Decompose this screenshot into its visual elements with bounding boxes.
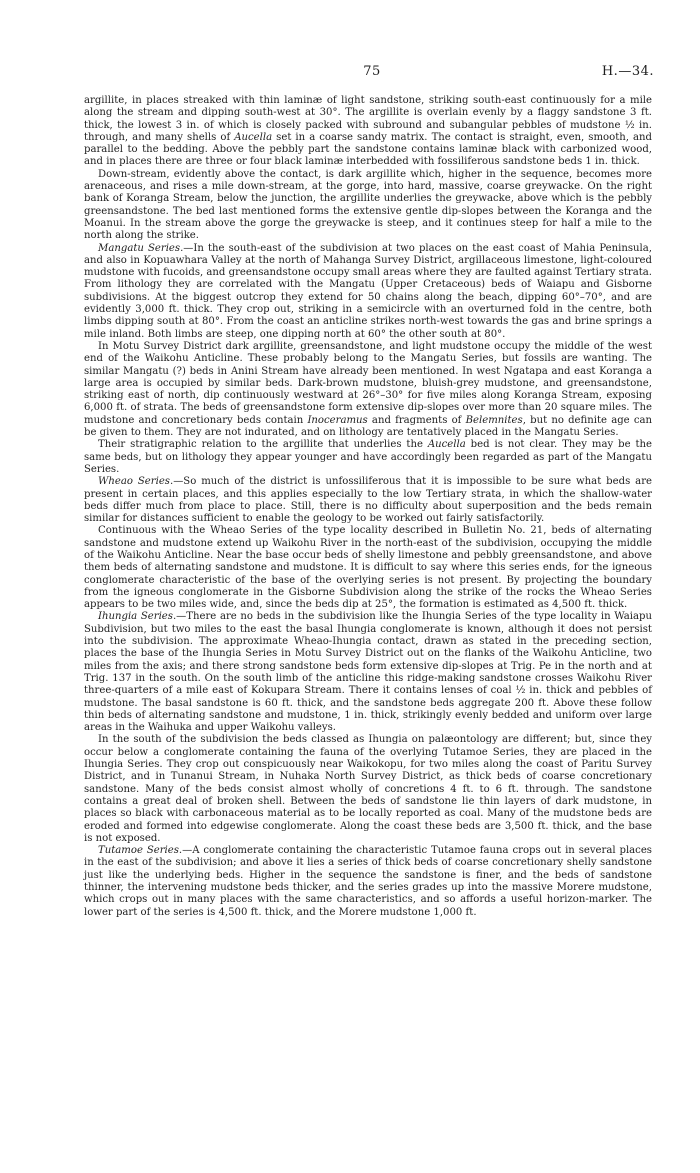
paragraph-text: —A conglomerate containing the characteristic Tutamoe fauna crops out in several places in the east of the subdivision; and above it lies a series of thick beds of coarse concretionary shelly sandstone just like the underlying beds. Higher in the sequence the sandstone is finer, and the beds of sandstone thinner, the intervening mudstone beds thicker, and the series grades up into the massive Morere mudstone, which crops out in many places with the same characteristics, and so affords a useful horizon-marker. The lower part of the series is 4,500 ft. thick, and the Morere mudstone 1,000 ft.: [84, 845, 652, 918]
section-heading-ihungia-series: Ihungia Series.: [98, 611, 177, 623]
paragraph-text: —There are no beds in the subdivision like the Ihungia Series of the type locality in Waiapu Subdivision, but two miles to the east the basal Ihungia conglomerate is known, although it does not persist into the subdivision. The approximate Wheao-Ihungia contact, drawn as stated in the preceding section, places the base of the Ihungia Series in Motu Survey District out on the flanks of the Waikohu Anticline, two miles from the axis; and there strong sandstone beds form extensive dip-slopes at Trig. Pe in the north and at Trig. 137 in the south. On the south limb of the anticline this ridge-making sandstone crosses Waikohu River three-quarters of a mile east of Kokupara Stream. There it contains lenses of coal ½ in. thick and pebbles of mudstone. The basal sandstone is 60 ft. thick, and the sandstone beds aggregate 200 ft. Above these follow thin beds of alternating sandstone and mudstone, 1 in. thick, strikingly evenly bedded and uniform over large areas in the Waihuka and upper Waikohu valleys.: [84, 611, 652, 734]
section-heading-tutamoe-series: Tutamoe Series.: [98, 845, 183, 857]
body-text: [84, 95, 652, 919]
taxon-name: Aucella: [234, 131, 273, 143]
paragraph-text: In the south of the subdivision the beds classed as Ihungia on palæontology are different; but, since they occur below a conglomerate containing the fauna of the overlying Tutamoe Series, they are placed in the Ihungia Series. They crop out conspicuously near Waikokopu, for two miles along the coast of Paritu Survey District, and in Tunanui Stream, in Nuhaka North Survey District, as thick beds of coarse concretionary sandstone. Many of the beds consist almost wholly of concretions 4 ft. to 6 ft. through. The sandstone contains a great deal of broken shell. Between the beds of sandstone lie thin layers of dark mudstone, in places so black with carbonaceous material as to be locally reported as coal. Many of the mudstone beds are eroded and formed into edgewise conglomerate. Along the coast these beds are 3,500 ft. thick, and the base is not exposed.: [84, 734, 652, 844]
paragraph-text: Continuous with the Wheao Series of the type locality described in Bulletin No. 21, beds of alternating sandstone and mudstone extend up Waikohu River in the north-east of the subdivision, occupying the middle of the Waikohu Anticline. Near the base occur beds of shelly limestone and pebbly greensandstone, and above them beds of alternating sandstone and mudstone. It is difficult to say where this series ends, for the igneous conglomerate characteristic of the base of the overlying series is not present. By projecting the boundary from the igneous conglomerate in the Gisborne Subdivision along the strike of the rocks the Wheao Series appears to be two miles wide, and, since the beds dip at 25°, the formation is estimated as 4,500 ft. thick.: [84, 525, 652, 611]
paragraph-text: —In the south-east of the subdivision at two places on the east coast of Mahia Peninsula, and also in Kopuawhara Valley at the north of Mahanga Survey District, argillaceous limestone, light-coloured mudstone with fucoids, and greensandstone occupy small areas where they are faulted against Tertiary strata. From lithology they are correlated with the Mangatu (Upper Cretaceous) beds of Waiapu and Gisborne subdivisions. At the biggest outcrop they extend for 50 chains along the beach, dipping 60°–70°, and are evidently 3,000 ft. thick. They crop out, striking in a semicircle with an overturned fold in the centre, both limbs dipping south at 80°. From the coast an anticline strikes north-west towards the gas and brine springs a mile inland. Both limbs are steep, one dipping north at 60° the other south at 80°.: [84, 242, 652, 340]
paragraph-text: —So much of the district is unfossiliferous that it is impossible to be sure what beds are present in certain places, and this applies especially to the low Tertiary strata, in which the shallow-water beds differ much from place to place. Still, there is no difficulty about superposition and the beds remain similar for distances sufficient to enable the geology to be worked out fairly satisfactorily.: [84, 476, 652, 525]
paragraph: [84, 476, 652, 525]
paragraph: [84, 734, 652, 845]
taxon-name: Aucella: [427, 439, 466, 451]
section-heading-mangatu-series: Mangatu Series.: [98, 242, 184, 254]
document-reference: H.—34.: [601, 64, 654, 79]
paragraph: [84, 243, 652, 341]
taxon-name: Belemnites: [465, 414, 523, 426]
page-header: [84, 64, 660, 84]
paragraph-text: Down-stream, evidently above the contact, is dark argillite which, higher in the sequence, becomes more arenaceous, and rises a mile down-stream, at the gorge, into hard, massive, coarse greywacke. On the right bank of Koranga Stream, below the junction, the argillite underlies the greywacke, above which is the pebbly greensandstone. The bed last mentioned forms the extensive gentle dip-slopes between the Koranga and the Moanui. In the stream above the gorge the greywacke is steep, and it continues steep for half a mile to the north along the strike.: [84, 168, 652, 242]
paragraph: [84, 95, 652, 169]
paragraph: [84, 169, 652, 243]
paragraph: [84, 439, 652, 476]
paragraph-text: Their stratigraphic relation to the argillite that underlies the Aucella bed is not clear. They may be the same beds, but on lithology they appear younger and have accordingly been regarded as part of the Mangatu Series.: [84, 439, 652, 475]
page-number: 75: [363, 64, 381, 79]
paragraph: [84, 341, 652, 439]
paragraph: [84, 845, 652, 919]
paragraph: [84, 525, 652, 611]
taxon-name: Inoceramus: [307, 414, 368, 426]
paragraph: [84, 611, 652, 734]
section-heading-wheao-series: Wheao Series.: [98, 476, 174, 488]
paragraph-text: argillite, in places streaked with thin laminæ of light sandstone, striking south-east continuously for a mile along the stream and dipping south-west at 30°. The argillite is overlain evenly by a flaggy sandstone 3 ft. thick, the lowest 3 in. of which is closely packed with subround and subangular pebbles of mudstone ½ in. through, and many shells of Aucella set in a coarse sandy matrix. The contact is straight, even, smooth, and parallel to the bedding. Above the pebbly part the sandstone contains laminæ black with carbonized wood, and in places there are three or four black laminæ interbedded with fossiliferous sandstone beds 1 in. thick.: [84, 95, 652, 168]
paragraph-text: In Motu Survey District dark argillite, greensandstone, and light mudstone occupy the middle of the west end of the Waikohu Anticline. These probably belong to the Mangatu Series, but fossils are wanting. The similar Mangatu (?) beds in Anini Stream have already been mentioned. In west Ngatapa and east Koranga a large area is occupied by similar beds. Dark-brown mudstone, bluish-grey mudstone, and greensandstone, striking east of north, dip continuously westward at 26°–30° for five miles along Koranga Stream, exposing 6,000 ft. of strata. The beds of greensandstone form extensive dip-slopes over more than 20 square miles. The mudstone and concretionary beds contain Inoceramus and fragments of Belemnites, but no definite age can be given to them. They are not indurated, and on lithology are tentatively placed in the Mangatu Series.: [84, 340, 653, 439]
